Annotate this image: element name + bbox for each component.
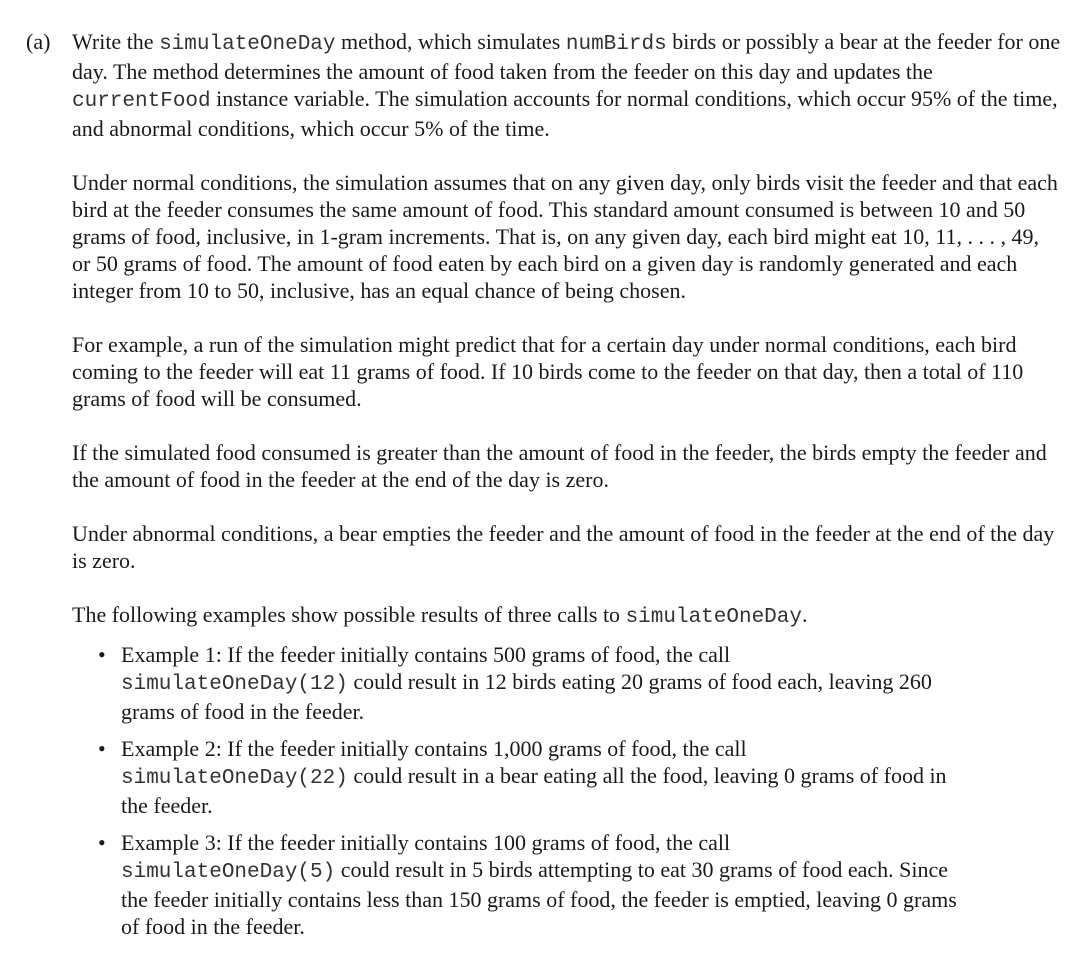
bullet-icon: • <box>98 736 106 761</box>
question-content <box>72 28 1062 950</box>
example-code: simulateOneDay(12) <box>121 673 348 696</box>
text: instance variable. The simulation accounts for normal conditions, which occur 95% of the time, and abnormal conditions, which occur 5% of the time. <box>72 86 1058 141</box>
example-item <box>72 735 961 819</box>
bullet-icon: • <box>98 642 106 667</box>
example-item <box>72 641 961 725</box>
text: The following examples show possible results of three calls to <box>72 602 626 627</box>
text: birds or possibly a bear at the feeder for one day. The method determines the amount of food taken from the feeder on this day and updates the <box>72 29 1061 84</box>
example-lead: Example 3: If the feeder initially contains 100 grams of food, the call <box>121 830 731 855</box>
example-lead: Example 1: If the feeder initially contains 500 grams of food, the call <box>121 642 731 667</box>
code-param-name: numBirds <box>565 33 667 56</box>
example-rest: could result in 12 birds eating 20 grams of food each, leaving 260 grams of food in the feeder. <box>121 669 932 724</box>
paragraph-examples-intro <box>72 601 1062 631</box>
paragraph-feeder-empty: If the simulated food consumed is greater than the amount of food in the feeder, the birds empty the feeder and the amount of food in the feeder at the end of the day is zero. <box>72 440 1047 492</box>
text: . <box>802 602 808 627</box>
code-instance-variable: currentFood <box>72 90 211 113</box>
example-code: simulateOneDay(5) <box>121 861 336 884</box>
code-method-name: simulateOneDay <box>625 606 802 629</box>
example-rest: could result in 5 birds attempting to eat 30 grams of food each. Since the feeder initially contains less than 150 grams of food, the feeder is emptied, leaving 0 grams of food in the feeder. <box>121 857 957 939</box>
paragraph-abnormal-conditions: Under abnormal conditions, a bear empties the feeder and the amount of food in the feeder at the end of the day is zero. <box>72 521 1055 573</box>
code-method-name: simulateOneDay <box>159 33 336 56</box>
example-rest: could result in a bear eating all the food, leaving 0 grams of food in the feeder. <box>121 763 947 818</box>
example-item <box>72 829 961 940</box>
text: Write the <box>72 29 160 54</box>
paragraph-example-run: For example, a run of the simulation might predict that for a certain day under normal conditions, each bird coming to the feeder will eat 11 grams of food. If 10 birds come to the feeder on that day, then a total of 110 grams of food will be consumed. <box>72 332 1024 411</box>
paragraph-normal-conditions: Under normal conditions, the simulation assumes that on any given day, only birds visit the feeder and that each bird at the feeder consumes the same amount of food. This standard amount consumed is between 10 and 50 grams of food, inclusive, in 1-gram increments. That is, on any given day, each bird might eat 10, 11, . . . , 49, or 50 grams of food. The amount of food eaten by each bird on a given day is randomly generated and each integer from 10 to 50, inclusive, has an equal chance of being chosen. <box>72 170 1058 303</box>
part-label: (a) <box>26 29 51 54</box>
examples-list <box>72 641 1062 940</box>
example-code: simulateOneDay(22) <box>121 767 348 790</box>
text: method, which simulates <box>335 29 566 54</box>
bullet-icon: • <box>98 830 106 855</box>
example-lead: Example 2: If the feeder initially contains 1,000 grams of food, the call <box>121 736 747 761</box>
paragraph-method-description <box>72 28 1062 142</box>
